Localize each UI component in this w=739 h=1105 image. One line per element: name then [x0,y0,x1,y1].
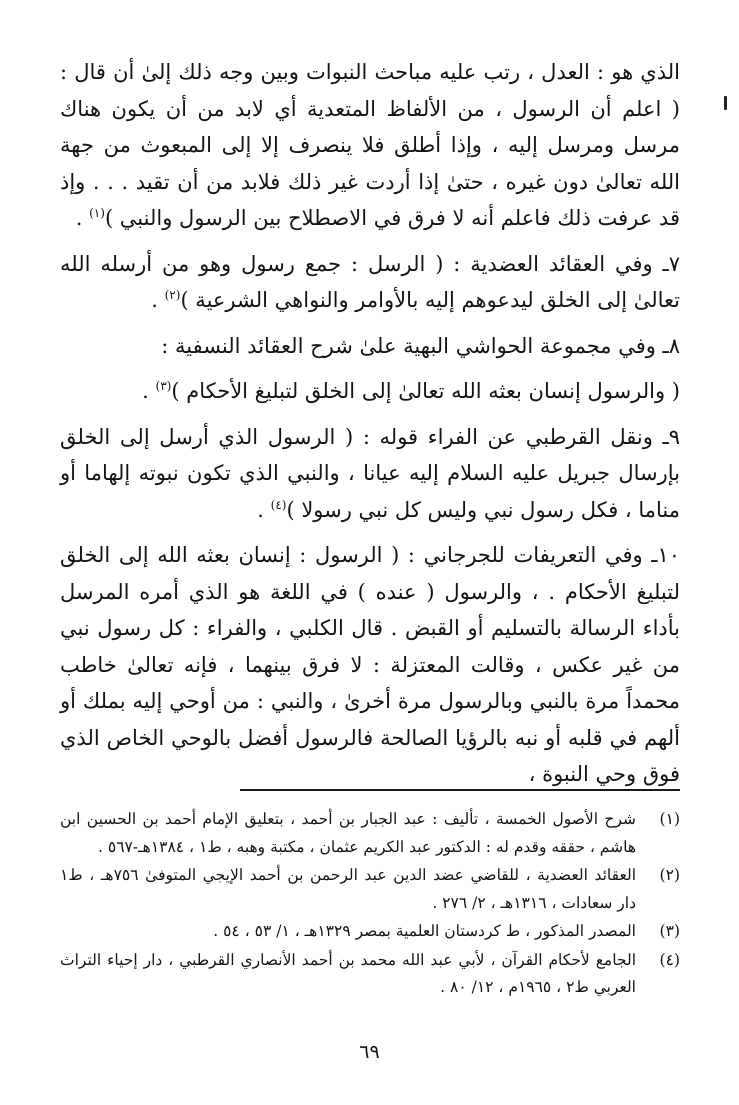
page-number: ٦٩ [359,1041,380,1063]
footnote-ref-4: (٤) [270,497,287,512]
footnote [60,947,680,1002]
footnote-separator [240,789,680,791]
margin-mark [724,96,727,110]
footnote-text: شرح الأصول الخمسة ، تأليف : عبد الجبار بن أحمد ، بتعليق الإمام أحمد بن الحسين ابن هاشم ، حققه وقدم له : الدكتور عبد الكريم عثمان ، مكتبة وهبه ، ط١ ، ١٣٨٤هـ-٥٦٧ . [60,810,636,856]
footnote-text: الجامع لأحكام القرآن ، لأبي عبد الله محمد بن أحمد الأنصاري القرطبي ، دار إحياء التراث العربي ط٢ ، ١٩٦٥م ، ١٢/ ٨٠ . [60,950,636,996]
paragraph-1: الذي هو : العدل ، رتب عليه مباحث النبوات وبين وجه ذلك إلىٰ أن قال : ( اعلم أن الرسول ، من الألفاظ المتعدية أي لابد من أن يكون هناك مرسل ومرسل إليه ، وإذا أطلق فلا ينصرف إلا إلى المبعوث من جهة الله تعالىٰ دون غيره ، حتىٰ إذا أردت غير ذلك فلابد من أن تقيد . . . وإذ قد عرفت ذلك فاعلم أنه لا فرق في الاصطلاح بين الرسول والنبي )$^{(١)}$ . [60,60,680,230]
footnote-ref-3: (٣) [155,379,172,393]
footnote-text: المصدر المذكور ، ط كردستان العلمية بمصر ١٣٢٩هـ ، ١/ ٥٣ ، ٥٤ . [213,922,636,940]
paragraph-8: ٨ـ وفي مجموعة الحواشي البهية علىٰ شرح العقائد النسفية : [161,333,680,358]
paragraph-9: ٩ـ ونقل القرطبي عن الفراء قوله : ( الرسول الذي أرسل إلى الخلق بإرسال جبريل عليه السلام إليه عيانا ، والنبي الذي تكون نبوته إلهاما أو مناما ، فكل رسول نبي وليس كل نبي رسولا )$^{(٤)}$ . [60,424,680,522]
footnote-number: (٢) [659,866,680,884]
footnote [60,862,680,917]
footnote-ref-2: (٢) [164,288,181,302]
footnotes [60,806,680,1003]
paragraph-7: ٧ـ وفي العقائد العضدية : ( الرسل : جمع رسول وهو من أرسله الله تعالىٰ إلى الخلق ليدعوهم إليه بالأوامر والنواهي الشرعية )$^{(٢)}$ . [60,251,680,312]
footnote-number: (٣) [659,922,680,940]
paragraph-10: ١٠ـ وفي التعريفات للجرجاني : ( الرسول : إنسان بعثه الله إلى الخلق لتبليغ الأحكام . ، والرسول ( عنده ) في اللغة هو الذي أمره المرسل بأداء الرسالة بالتسليم أو القبض . قال الكلبي ، والفراء : كل رسول نبي من غير عكس ، وقالت المعتزلة : لا فرق بينهما ، فإنه تعالىٰ خاطب محمداً مرة بالنبي وبالرسول مرة أخرىٰ ، والنبي : من أوحي إليه بملك أو ألهم في قلبه أو نبه بالرؤيا الصالحة فالرسول أفضل بالوحي الخاص الذي فوق وحي النبوة ، [60,543,680,786]
paragraph-8-quote: ( والرسول إنسان بعثه الله تعالىٰ إلى الخلق لتبليغ الأحكام )$^{(٣)}$ . [142,379,680,403]
footnote-number: (١) [659,810,680,828]
footnote-ref-1: (١) [89,206,105,220]
footnote [60,806,680,861]
footnote-number: (٤) [659,950,680,969]
page-body [60,54,680,802]
footnote-text: العقائد العضدية ، للقاضي عضد الدين عبد الرحمن بن أحمد الإيجي المتوفىٰ ٧٥٦هـ ، ط١ دار سعادات ، ١٣١٦هـ ، ٢/ ٢٧٦ . [60,866,636,912]
footnote [60,918,680,946]
